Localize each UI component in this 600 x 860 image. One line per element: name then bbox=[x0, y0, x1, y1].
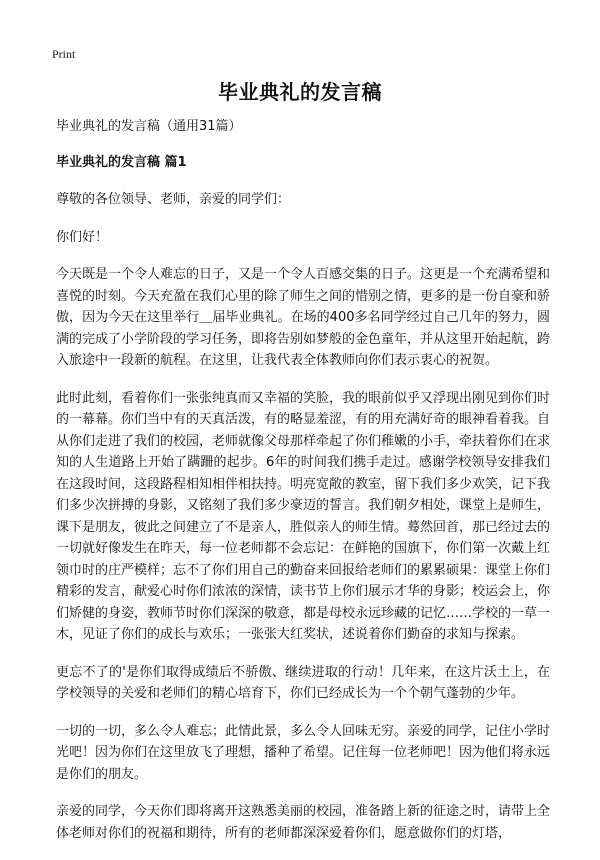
body-paragraph: 今天既是一个令人难忘的日子，又是一个令人百感交集的日子。这更是一个充满希望和喜悦的时刻。今天充盈在我们心里的除了师生之间的惜别之情，更多的是一份自豪和骄傲，因为今天在这里举行＿届毕业典礼。在场的400多名同学经过自己几年的努力，圆满的完成了小学阶段的学习任务，即将告别如梦般的金色童年，并从这里开始起航，跨入旅途中一段新的航程。在这里，让我代表全体教师向你们表示衷心的祝贺。 bbox=[56, 267, 551, 368]
body-paragraph: 此时此刻，看着你们一张张纯真而又幸福的笑脸，我的眼前似乎又浮现出刚见到你们时的一幕幕。你们当中有的天真活泼，有的略显羞涩，有的用充满好奇的眼神看着我。自从你们走进了我们的校园，老师就像父母那样牵起了你们稚嫩的小手，牵扶着你们在求知的人生道路上开始了蹒跚的起步。6年的时间我们携手走过。感谢学校领导安排我们在这段时间，这段路程相知相伴相扶持。明亮宽敞的教室，留下我们多少欢笑，记下我们多少次拼搏的身影，又铭刻了我们多少豪迈的誓言。我们朝夕相处，课堂上是师生，课下是朋友，彼此之间建立了不是亲人，胜似亲人的师生情。蓦然回首，那已经过去的一切就好像发生在昨天，每一位老师都不会忘记：在鲜艳的国旗下，你们第一次戴上红领巾时的庄严模样；忘不了你们用自己的勤奋来回报给老师们的累累硕果：课堂上你们精彩的发言，献爱心时你们浓浓的深情，读书节上你们展示才华的身影；校运会上，你们矫健的身姿，教师节时你们深深的敬意，都是母校永远珍藏的记忆……学校的一草一木，见证了你们的成长与欢乐；一张张大红奖状，述说着你们勤奋的求知与探索。 bbox=[56, 390, 551, 642]
document-title: 毕业典礼的发言稿 bbox=[218, 80, 382, 104]
document-subtitle: 毕业典礼的发言稿（通用31篇） bbox=[56, 119, 242, 134]
body-paragraph: 亲爱的同学，今天你们即将离开这熟悉美丽的校园，准备踏上新的征途之时，请带上全体老师对你们的祝福和期待，所有的老师都深深爱着你们，愿意做你们的灯塔， bbox=[56, 804, 551, 841]
section-heading: 毕业典礼的发言稿 篇1 bbox=[56, 155, 187, 170]
document-body bbox=[56, 117, 550, 860]
body-paragraph: 一切的一切，多么令人难忘；此情此景，多么令人回味无穷。亲爱的同学，记住小学时光吧！因为你们在这里放飞了理想，播种了希望。记住每一位老师吧！因为他们将永远是你们的朋友。 bbox=[56, 723, 551, 782]
salutation: 尊敬的各位领导、老师，亲爱的同学们： bbox=[56, 192, 291, 207]
body-paragraph: 更忘不了的'是你们取得成绩后不骄傲、继续进取的行动！几年来，在这片沃土上，在学校领导的关爱和老师们的精心培育下，你们已经成长为一个个朝气蓬勃的少年。 bbox=[56, 664, 550, 701]
greeting: 你们好！ bbox=[56, 229, 109, 245]
print-link[interactable]: Print bbox=[52, 47, 76, 61]
